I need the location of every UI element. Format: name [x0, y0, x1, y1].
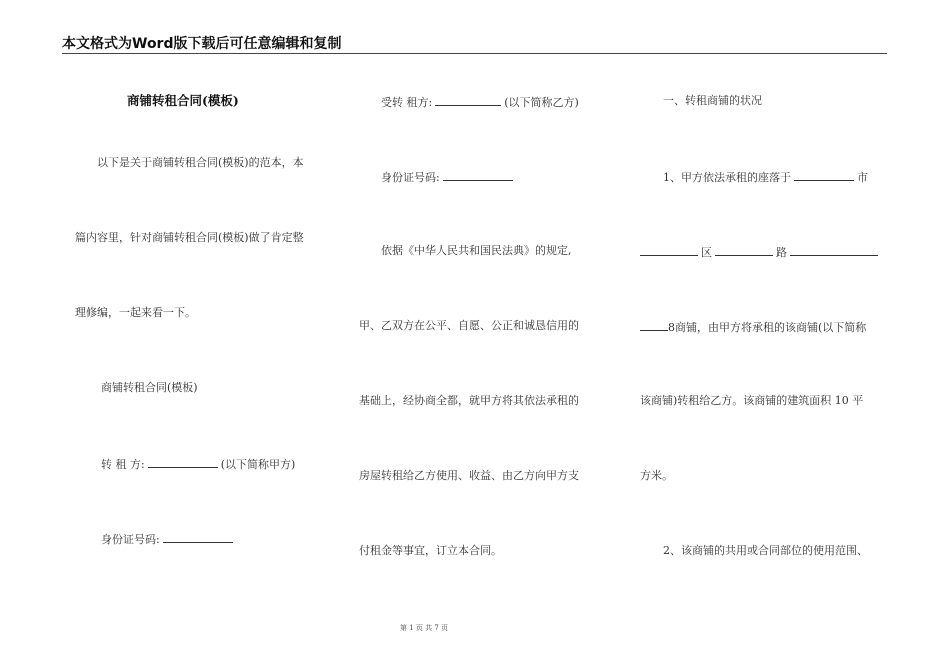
unit-blank — [640, 319, 668, 331]
clause-1-line-4: 该商铺)转租给乙方。该商铺的建筑面积 10 平 — [640, 394, 864, 407]
section-heading-1: 一、转租商铺的状况 — [663, 94, 762, 107]
document-title: 商铺转租合同(模板) — [127, 93, 239, 108]
sublessee-suffix: (以下简称乙方) — [504, 96, 579, 109]
clause-1-text: 1、甲方依法承租的座落于 — [663, 171, 791, 184]
sublessor-label: 转 租 方: — [101, 458, 145, 471]
sublessor-id-line — [101, 531, 236, 547]
sublessee-id-blank — [443, 169, 513, 181]
road-blank — [715, 244, 773, 256]
district-blank — [640, 244, 698, 256]
intro-line-1: 以下是关于商铺转租合同(模板)的范本，本 — [97, 156, 304, 169]
address-number-blank — [790, 244, 878, 256]
header-divider — [62, 53, 887, 54]
preamble-line-1: 依据《中华人民共和国民法典》的规定, — [381, 244, 572, 257]
sublessor-id-blank — [163, 531, 233, 543]
sublessee-id-line — [381, 169, 516, 185]
sublessor-suffix: (以下简称甲方) — [220, 458, 296, 471]
clause-2-line-1: 2、该商铺的共用或合同部位的使用范围、 — [663, 544, 868, 557]
clause-1-line-5: 方米。 — [640, 469, 673, 482]
clause-1-line-3-text: 8商铺，由甲方将承租的该商铺(以下简称 — [668, 321, 867, 334]
preamble-line-2: 甲、乙双方在公平、自愿、公正和诚恳信用的 — [359, 319, 579, 332]
preamble-line-3: 基础上，经协商全都，就甲方将其依法承租的 — [359, 394, 579, 407]
sublessee-label: 受转 租方: — [381, 96, 433, 109]
district-label: 区 — [701, 246, 712, 259]
sublessor-line — [101, 456, 295, 472]
city-blank — [794, 169, 854, 181]
intro-line-3: 理修编，一起来看一下。 — [75, 306, 196, 319]
preamble-line-4: 房屋转租给乙方使用、收益、由乙方向甲方支 — [359, 469, 579, 482]
clause-1-line-2 — [640, 244, 881, 260]
clause-1-line-1 — [663, 169, 868, 185]
road-label: 路 — [776, 246, 787, 259]
clause-1-line-3 — [640, 319, 866, 335]
city-suffix: 市 — [857, 171, 868, 184]
sublessor-id-label: 身份证号码: — [101, 533, 160, 546]
sublessee-name-blank — [435, 94, 501, 106]
sublessee-line — [381, 94, 579, 110]
page-number: 第 1 页 共 7 页 — [400, 624, 449, 632]
sublessee-id-label: 身份证号码: — [381, 171, 440, 184]
intro-line-2: 篇内容里，针对商铺转租合同(模板)做了肯定整 — [75, 231, 304, 244]
sublessor-name-blank — [148, 456, 218, 468]
document-banner: 本文格式为Word版下载后可任意编辑和复制 — [62, 36, 342, 52]
contract-subtitle: 商铺转租合同(模板) — [101, 381, 198, 394]
preamble-line-5: 付租金等事宜，订立本合同。 — [359, 544, 502, 557]
